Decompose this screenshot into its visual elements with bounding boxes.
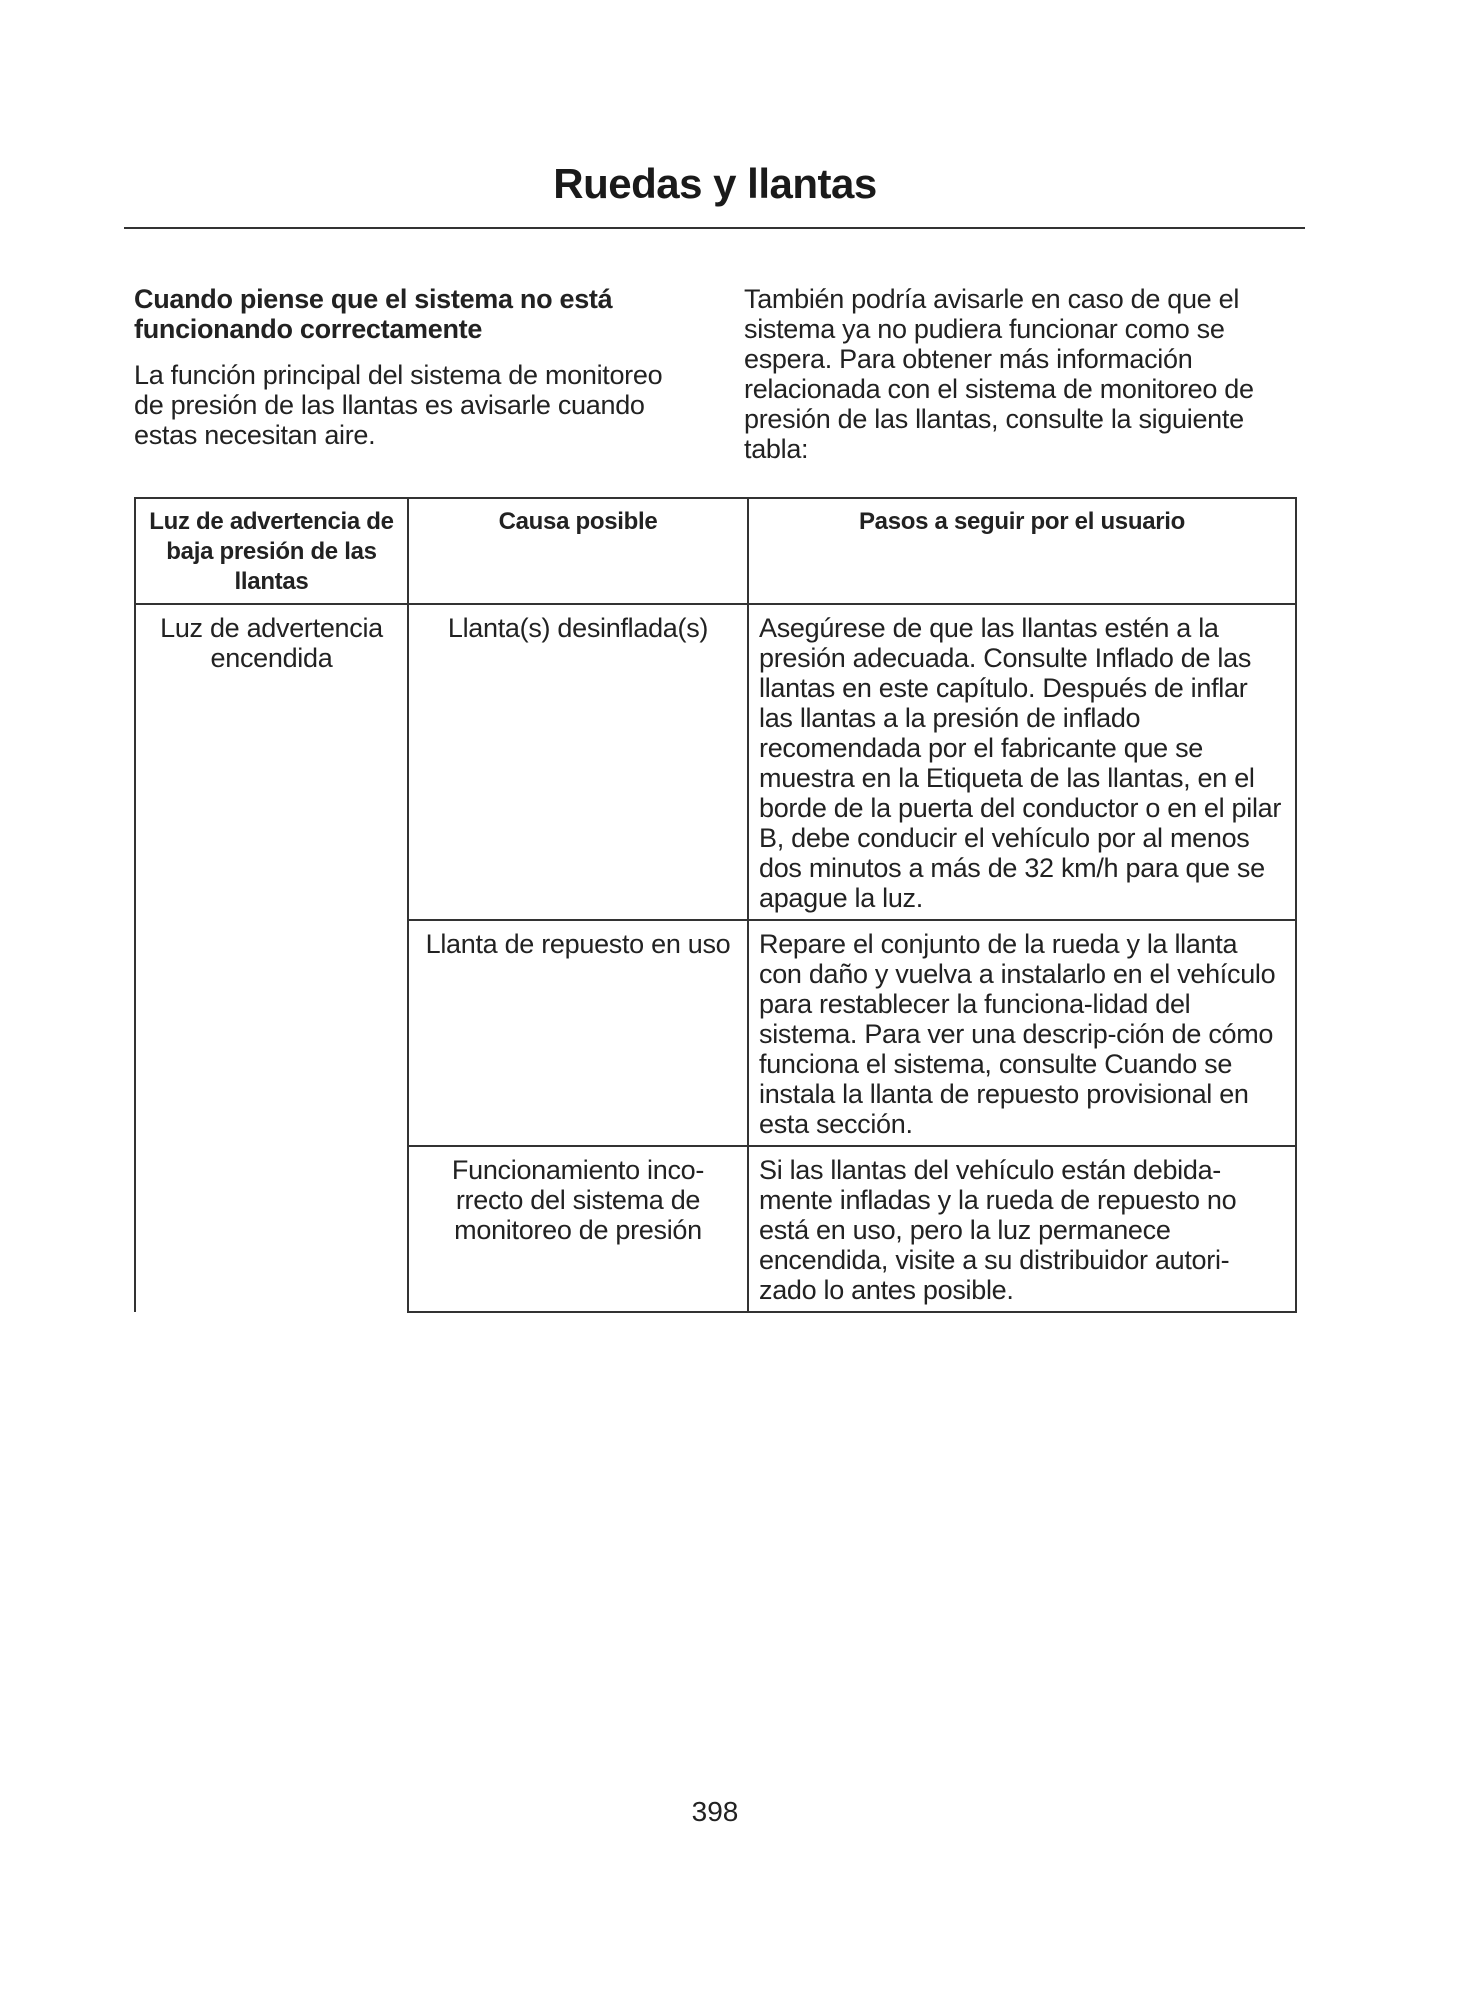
- cause-cell: Llanta(s) desinflada(s): [408, 604, 748, 920]
- section-heading: Cuando piense que el sistema no está funcionando correctamente: [134, 284, 613, 344]
- tpms-table: [134, 497, 1297, 1313]
- steps-cell: Asegúrese de que las llantas estén a la presión adecuada. Consulte Inflado de las llantas en este capítulo. Después de inflar las llantas a la presión de inflado recomendada por el fabricante que se muestra en la Etiqueta de las llantas, en el borde de la puerta del conductor o en el pilar B, debe conducir el vehículo por al menos dos minutos a más de 32 km/h para que se apague la luz.: [748, 604, 1296, 920]
- left-column: [134, 284, 694, 450]
- header-warning-light: Luz de advertencia de baja presión de las llantas: [135, 498, 408, 604]
- title-divider: [124, 227, 1305, 229]
- warning-light-cell: Luz de advertencia encendida: [135, 604, 408, 1312]
- header-steps: Pasos a seguir por el usuario: [748, 498, 1296, 604]
- steps-cell: Si las llantas del vehículo están debida-mente infladas y la rueda de repuesto no está en uso, pero la luz permanece encendida, visite a su distribuidor autori-zado lo antes posible.: [748, 1146, 1296, 1312]
- right-column: [744, 284, 1304, 464]
- cause-cell: Funcionamiento inco-rrecto del sistema de monitoreo de presión: [408, 1146, 748, 1312]
- table-header-row: [135, 498, 1296, 604]
- intro-paragraph: La función principal del sistema de monitoreo de presión de las llantas es avisarle cuando estas necesitan aire.: [134, 360, 663, 450]
- table-intro-paragraph: También podría avisarle en caso de que el sistema ya no pudiera funcionar como se espera. Para obtener más información relacionada con el sistema de monitoreo de presión de las llantas, consulte la siguiente tabla:: [744, 284, 1254, 464]
- steps-cell: Repare el conjunto de la rueda y la llanta con daño y vuelva a instalarlo en el vehículo para restablecer la funciona-lidad del sistema. Para ver una descrip-ción de cómo funciona el sistema, consulte Cuando se instala la llanta de repuesto provisional en esta sección.: [748, 920, 1296, 1146]
- page-title: Ruedas y llantas: [553, 160, 877, 207]
- header-cause: Causa posible: [408, 498, 748, 604]
- table-row: [135, 604, 1296, 920]
- cause-cell: Llanta de repuesto en uso: [408, 920, 748, 1146]
- page-number: 398: [691, 1796, 739, 1827]
